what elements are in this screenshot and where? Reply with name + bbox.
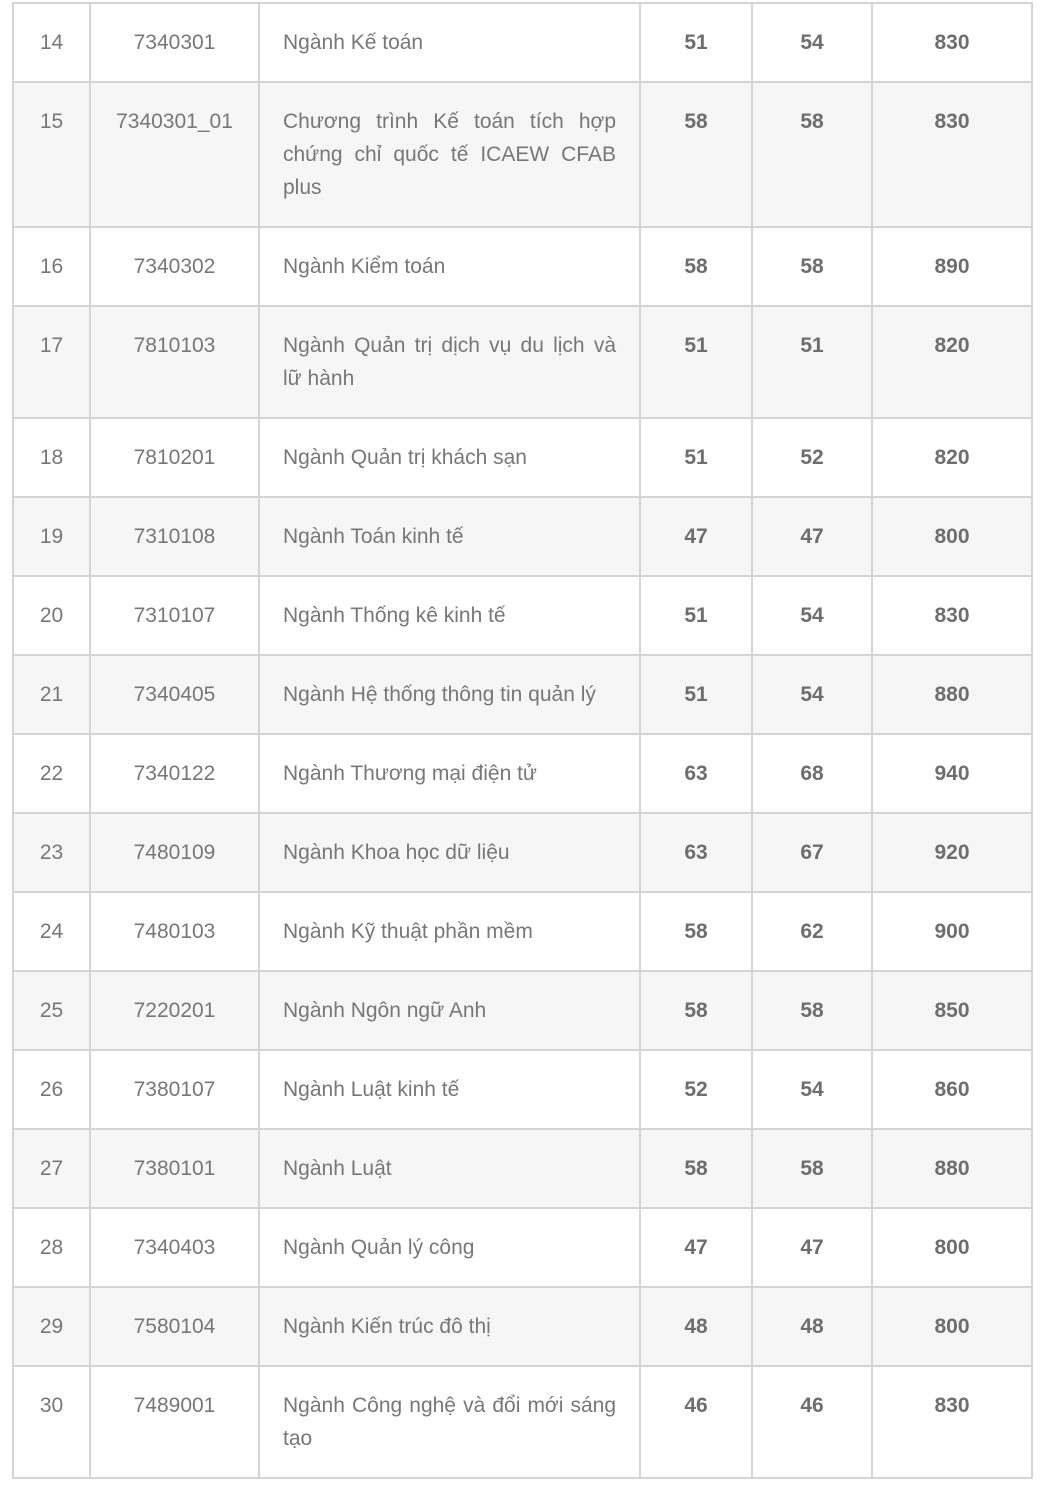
score-1: 51 <box>640 418 752 497</box>
score-1: 58 <box>640 82 752 227</box>
major-name: Ngành Thống kê kinh tế <box>259 576 640 655</box>
score-1: 47 <box>640 1208 752 1287</box>
score-3: 880 <box>872 1129 1032 1208</box>
major-name: Ngành Kiến trúc đô thị <box>259 1287 640 1366</box>
score-3: 830 <box>872 1366 1032 1478</box>
score-1: 48 <box>640 1287 752 1366</box>
major-code: 7310107 <box>90 576 259 655</box>
major-code: 7380107 <box>90 1050 259 1129</box>
table-row <box>13 1287 1032 1366</box>
major-name: Ngành Luật kinh tế <box>259 1050 640 1129</box>
table-row <box>13 734 1032 813</box>
score-1: 47 <box>640 497 752 576</box>
table-row <box>13 497 1032 576</box>
table-row <box>13 813 1032 892</box>
score-3: 820 <box>872 418 1032 497</box>
major-name: Ngành Quản trị khách sạn <box>259 418 640 497</box>
score-2: 58 <box>752 971 872 1050</box>
table-row <box>13 1129 1032 1208</box>
admission-scores-table <box>12 2 1033 1479</box>
score-3: 830 <box>872 3 1032 82</box>
row-index: 26 <box>13 1050 90 1129</box>
score-1: 51 <box>640 576 752 655</box>
table-row <box>13 82 1032 227</box>
score-3: 850 <box>872 971 1032 1050</box>
score-1: 63 <box>640 734 752 813</box>
score-1: 52 <box>640 1050 752 1129</box>
score-2: 46 <box>752 1366 872 1478</box>
row-index: 25 <box>13 971 90 1050</box>
row-index: 24 <box>13 892 90 971</box>
major-name: Ngành Luật <box>259 1129 640 1208</box>
major-name: Ngành Hệ thống thông tin quản lý <box>259 655 640 734</box>
score-2: 62 <box>752 892 872 971</box>
table-row <box>13 1208 1032 1287</box>
score-1: 58 <box>640 892 752 971</box>
table-row <box>13 1050 1032 1129</box>
major-code: 7580104 <box>90 1287 259 1366</box>
major-name: Ngành Kế toán <box>259 3 640 82</box>
major-code: 7380101 <box>90 1129 259 1208</box>
major-name: Ngành Thương mại điện tử <box>259 734 640 813</box>
table-row <box>13 1366 1032 1478</box>
major-code: 7340301 <box>90 3 259 82</box>
score-3: 800 <box>872 1287 1032 1366</box>
major-name: Ngành Công nghệ và đổi mới sáng tạo <box>259 1366 640 1478</box>
score-3: 940 <box>872 734 1032 813</box>
score-2: 54 <box>752 576 872 655</box>
score-2: 54 <box>752 3 872 82</box>
major-code: 7480109 <box>90 813 259 892</box>
score-3: 820 <box>872 306 1032 418</box>
row-index: 27 <box>13 1129 90 1208</box>
row-index: 22 <box>13 734 90 813</box>
major-name: Ngành Kỹ thuật phần mềm <box>259 892 640 971</box>
score-1: 58 <box>640 971 752 1050</box>
score-2: 58 <box>752 82 872 227</box>
score-1: 51 <box>640 306 752 418</box>
table-row <box>13 576 1032 655</box>
major-name: Ngành Kiểm toán <box>259 227 640 306</box>
row-index: 19 <box>13 497 90 576</box>
row-index: 30 <box>13 1366 90 1478</box>
row-index: 14 <box>13 3 90 82</box>
major-code: 7810103 <box>90 306 259 418</box>
major-code: 7340403 <box>90 1208 259 1287</box>
row-index: 28 <box>13 1208 90 1287</box>
major-name: Ngành Quản lý công <box>259 1208 640 1287</box>
major-code: 7340405 <box>90 655 259 734</box>
score-2: 58 <box>752 227 872 306</box>
score-2: 47 <box>752 497 872 576</box>
major-name: Ngành Quản trị dịch vụ du lịch và lữ hành <box>259 306 640 418</box>
score-2: 54 <box>752 1050 872 1129</box>
major-code: 7810201 <box>90 418 259 497</box>
score-1: 58 <box>640 1129 752 1208</box>
row-index: 29 <box>13 1287 90 1366</box>
score-3: 830 <box>872 82 1032 227</box>
score-1: 46 <box>640 1366 752 1478</box>
major-code: 7340301_01 <box>90 82 259 227</box>
row-index: 21 <box>13 655 90 734</box>
table-row <box>13 306 1032 418</box>
major-code: 7480103 <box>90 892 259 971</box>
table-row <box>13 655 1032 734</box>
major-code: 7489001 <box>90 1366 259 1478</box>
score-2: 48 <box>752 1287 872 1366</box>
row-index: 17 <box>13 306 90 418</box>
score-1: 58 <box>640 227 752 306</box>
score-1: 51 <box>640 655 752 734</box>
row-index: 16 <box>13 227 90 306</box>
score-2: 47 <box>752 1208 872 1287</box>
major-name: Ngành Ngôn ngữ Anh <box>259 971 640 1050</box>
row-index: 23 <box>13 813 90 892</box>
score-2: 58 <box>752 1129 872 1208</box>
major-code: 7340302 <box>90 227 259 306</box>
row-index: 15 <box>13 82 90 227</box>
score-3: 800 <box>872 497 1032 576</box>
score-3: 830 <box>872 576 1032 655</box>
row-index: 20 <box>13 576 90 655</box>
row-index: 18 <box>13 418 90 497</box>
major-code: 7340122 <box>90 734 259 813</box>
score-3: 920 <box>872 813 1032 892</box>
score-1: 51 <box>640 3 752 82</box>
score-2: 68 <box>752 734 872 813</box>
score-2: 54 <box>752 655 872 734</box>
table-row <box>13 971 1032 1050</box>
score-3: 800 <box>872 1208 1032 1287</box>
major-name: Chương trình Kế toán tích hợp chứng chỉ quốc tế ICAEW CFAB plus <box>259 82 640 227</box>
score-3: 900 <box>872 892 1032 971</box>
score-1: 63 <box>640 813 752 892</box>
table-row <box>13 227 1032 306</box>
table-row <box>13 892 1032 971</box>
table-row <box>13 418 1032 497</box>
score-3: 860 <box>872 1050 1032 1129</box>
score-2: 67 <box>752 813 872 892</box>
major-name: Ngành Toán kinh tế <box>259 497 640 576</box>
major-code: 7220201 <box>90 971 259 1050</box>
major-code: 7310108 <box>90 497 259 576</box>
score-3: 890 <box>872 227 1032 306</box>
score-2: 52 <box>752 418 872 497</box>
major-name: Ngành Khoa học dữ liệu <box>259 813 640 892</box>
table-row <box>13 3 1032 82</box>
score-3: 880 <box>872 655 1032 734</box>
score-2: 51 <box>752 306 872 418</box>
